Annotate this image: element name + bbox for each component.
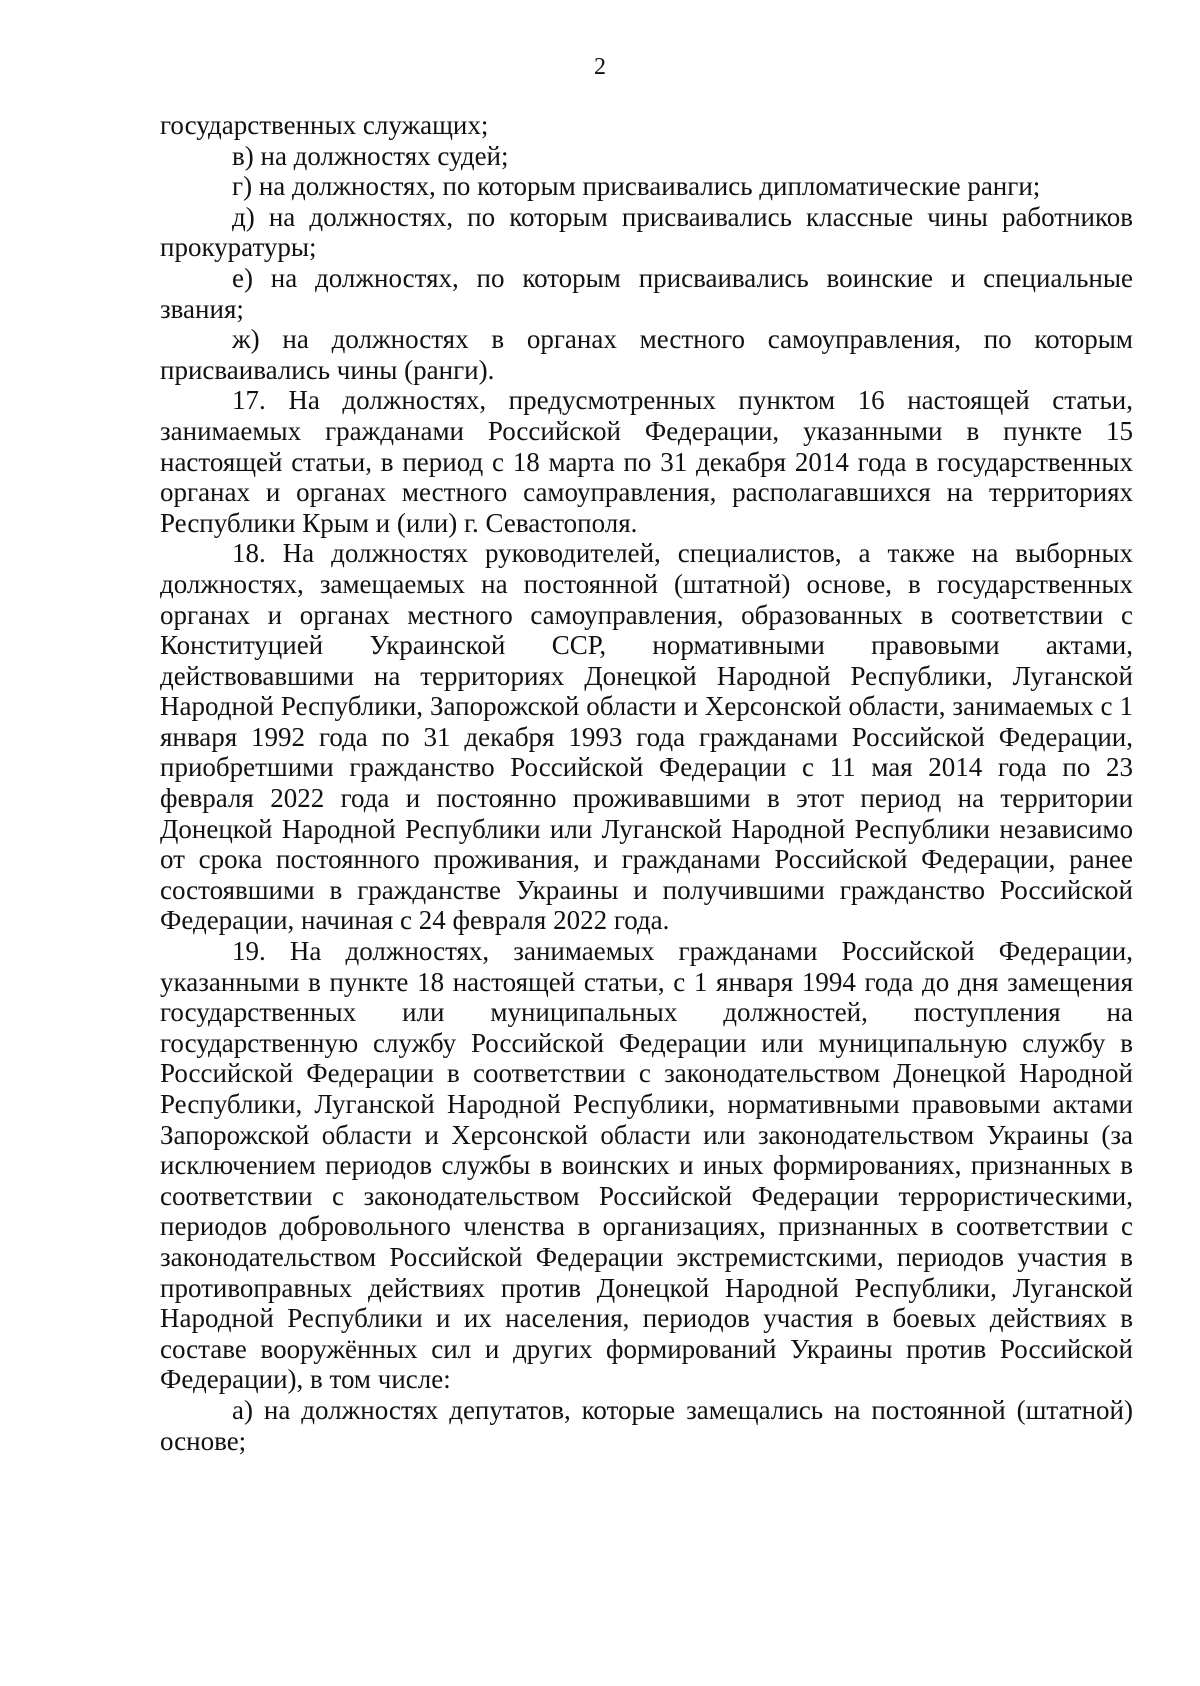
paragraph-item-v: в) на должностях судей; bbox=[232, 140, 509, 171]
paragraph-item-e: е) на должностях, по которым присваивались воинские и специальные звания; bbox=[160, 262, 1133, 324]
paragraph-17: 17. На должностях, предусмотренных пунктом 16 настоящей статьи, занимаемых гражданами Российской Федерации, указанными в пункте 15 настоящей статьи, в период с 18 марта по 31 декабря 2014 года в государственных органах и органах местного самоуправления, располагавшихся на территориях Республики Крым и (или) г. Севастополя. bbox=[160, 385, 1133, 538]
paragraph-19: 19. На должностях, занимаемых гражданами Российской Федерации, указанными в пункте 18 настоящей статьи, с 1 января 1994 года до дня замещения государственных или муниципальных должностей, поступления на государственную службу Российской Федерации или муниципальную службу в Российской Федерации в соответствии с законодательством Донецкой Народной Республики, Луганской Народной Республики, нормативными правовыми актами Запорожской области и Херсонской области или законодательством Украины (за исключением периодов службы в воинских и иных формированиях, признанных в соответствии с законодательством Российской Федерации террористическими, периодов добровольного членства в организациях, признанных в соответствии с законодательством Российской Федерации экстремистскими, периодов участия в противоправных действиях против Донецкой Народной Республики, Луганской Народной Республики и их населения, периодов участия в боевых действиях в составе вооружённых сил и других формирований Украины против Российской Федерации), в том числе: bbox=[160, 936, 1133, 1395]
paragraph-continuation: государственных служащих; bbox=[160, 110, 489, 140]
paragraph-item-g: г) на должностях, по которым присваивались дипломатические ранги; bbox=[232, 171, 1041, 202]
page-number: 2 bbox=[594, 54, 606, 80]
document-body bbox=[160, 110, 1133, 1456]
paragraph-item-a: а) на должностях депутатов, которые замещались на постоянной (штатной) основе; bbox=[160, 1394, 1133, 1456]
paragraph-18: 18. На должностях руководителей, специалистов, а также на выборных должностях, замещаемых на постоянной (штатной) основе, в государственных органах и органах местного самоуправления, образованных в соответствии с Конституцией Украинской ССР, нормативными правовыми актами, действовавшими на территориях Донецкой Народной Республики, Луганской Народной Республики, Запорожской области и Херсонской области, занимаемых с 1 января 1992 года по 31 декабря 1993 года гражданами Российской Федерации, приобретшими гражданство Российской Федерации с 11 мая 2014 года по 23 февраля 2022 года и постоянно проживавшими в этот период на территории Донецкой Народной Республики или Луганской Народной Республики независимо от срока постоянного проживания, и гражданами Российской Федерации, ранее состоявшими в гражданстве Украины и получившими гражданство Российской Федерации, начиная с 24 февраля 2022 года. bbox=[160, 538, 1133, 936]
paragraph-item-zh: ж) на должностях в органах местного самоуправления, по которым присваивались чины (ранги). bbox=[160, 324, 1133, 385]
paragraph-item-d: д) на должностях, по которым присваивались классные чины работников прокуратуры; bbox=[160, 201, 1133, 263]
